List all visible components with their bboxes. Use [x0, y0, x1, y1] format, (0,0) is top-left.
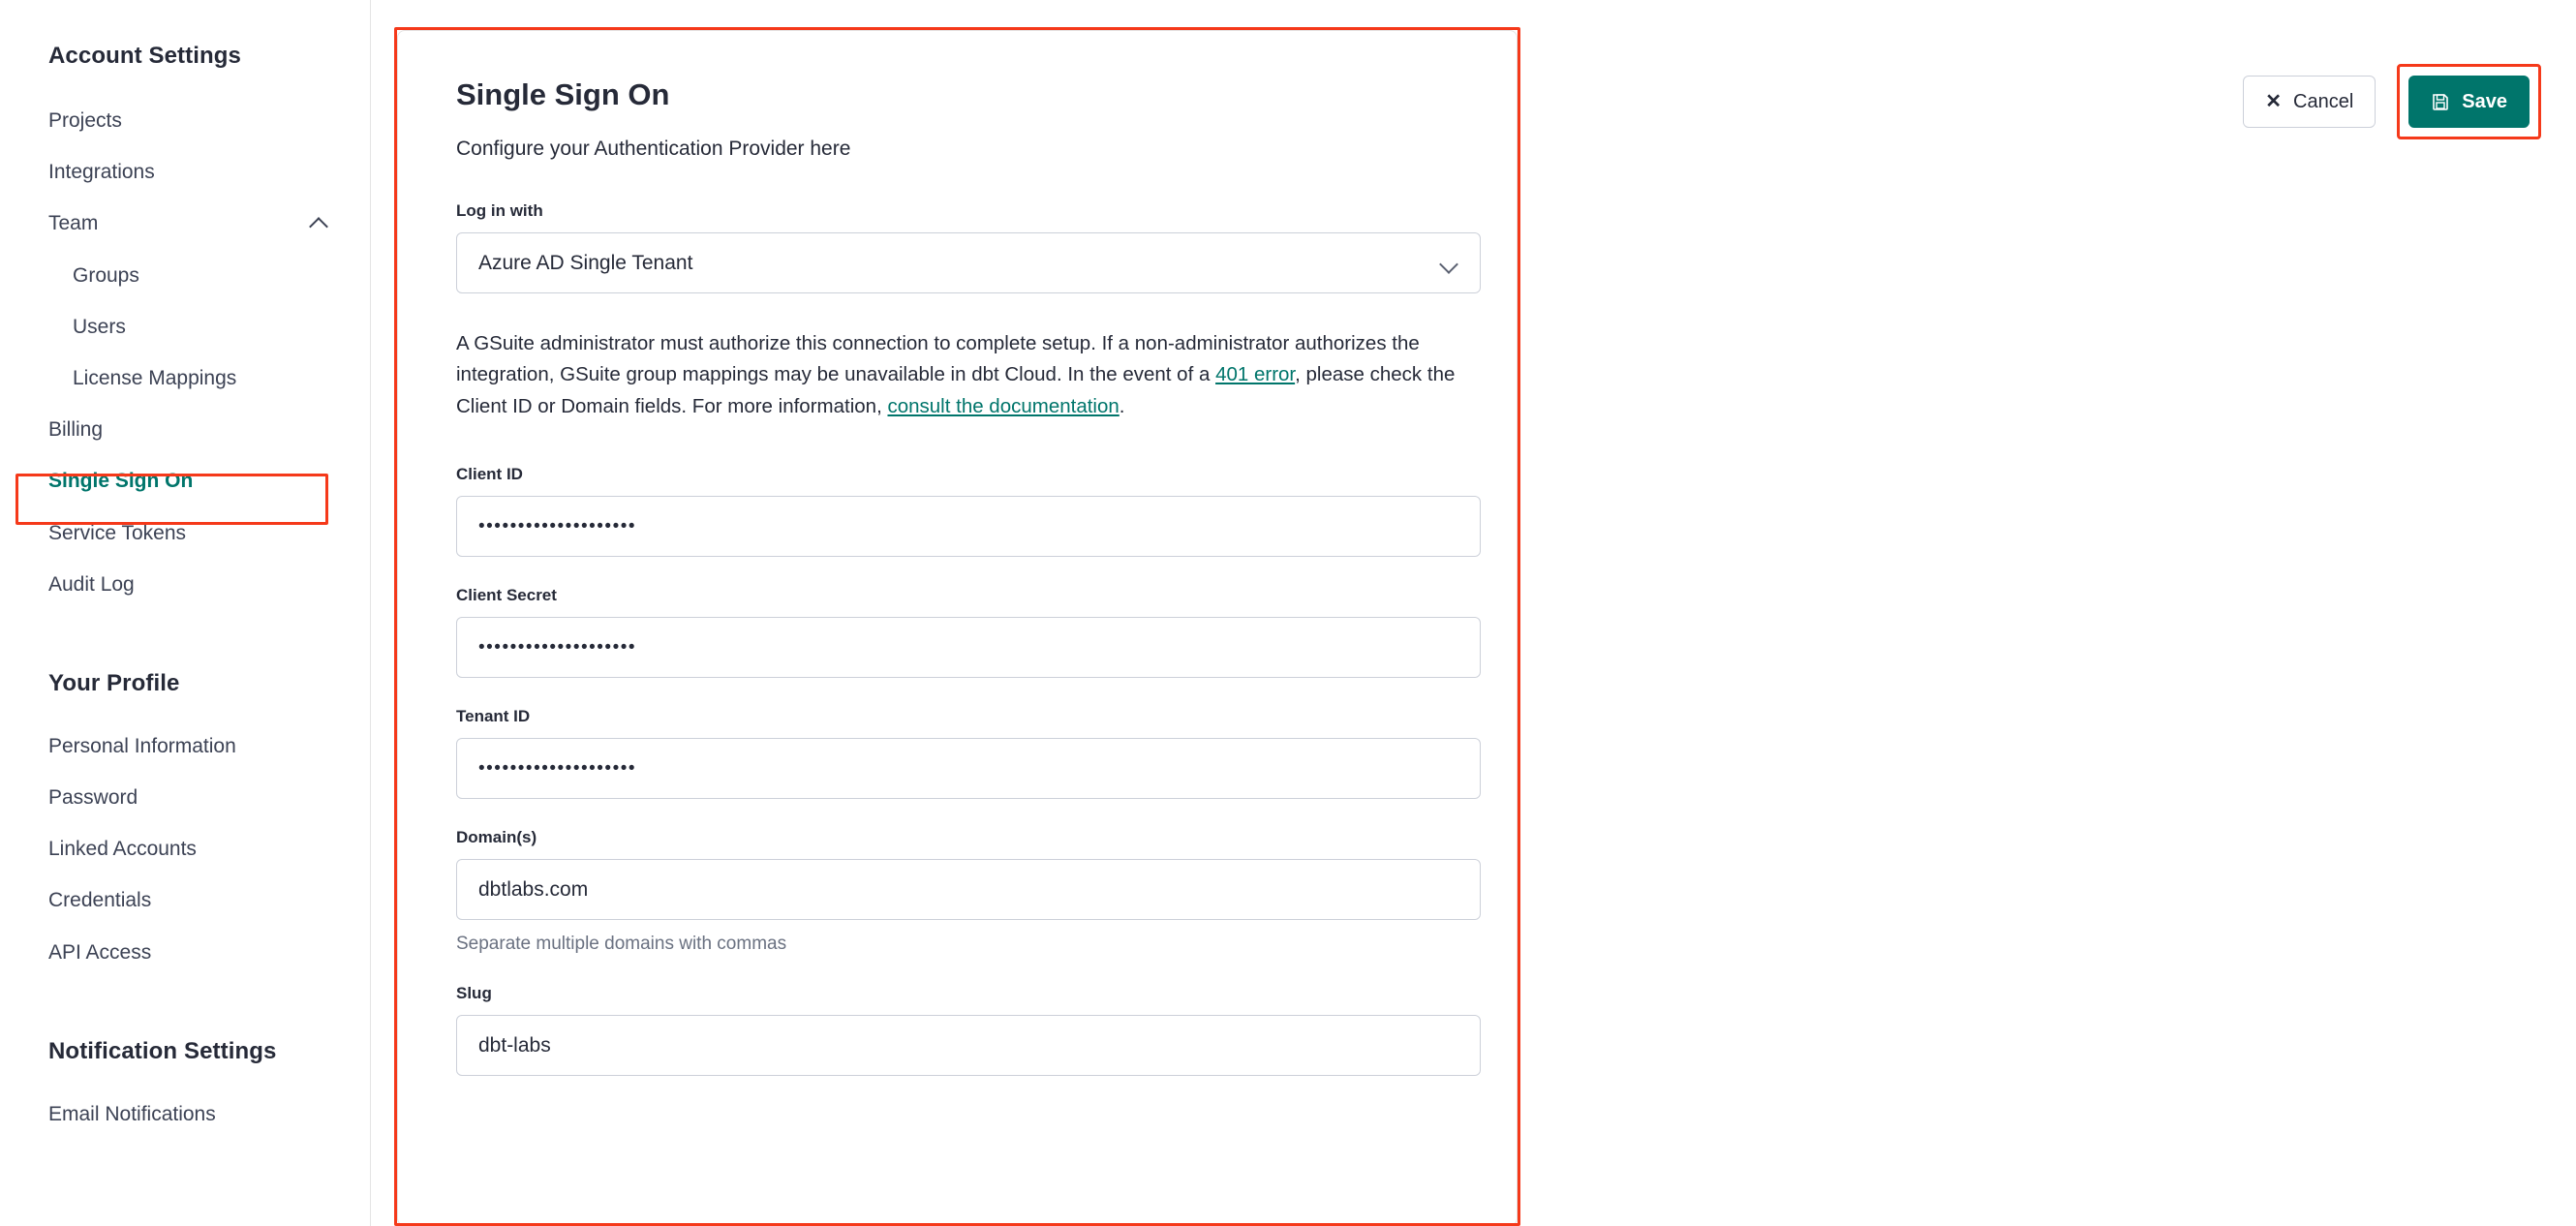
sidebar-item-projects[interactable]: Projects [48, 109, 122, 132]
sidebar-item-service-tokens[interactable]: Service Tokens [48, 521, 187, 544]
sidebar-item-team[interactable] [0, 198, 370, 249]
account-settings-heading: Account Settings [48, 43, 241, 69]
page-subtitle: Configure your Authentication Provider here [456, 138, 851, 160]
tenant-id-field [456, 707, 1458, 799]
domains-input[interactable]: dbtlabs.com [456, 859, 1481, 920]
save-button-label: Save [2462, 90, 2507, 112]
client-id-input[interactable]: •••••••••••••••••••• [456, 496, 1481, 557]
your-profile-heading: Your Profile [48, 669, 180, 696]
login-with-select-wrap [456, 232, 1481, 293]
info-text-part3: . [1119, 394, 1125, 417]
sidebar-item-billing[interactable]: Billing [48, 418, 104, 442]
sidebar-item-personal-information[interactable]: Personal Information [48, 734, 236, 757]
single-sign-on-card [397, 30, 1518, 1226]
login-with-field [456, 201, 1458, 293]
slug-label: Slug [456, 984, 492, 1003]
client-secret-input[interactable]: •••••••••••••••••••• [456, 617, 1481, 678]
sidebar-item-license-mappings[interactable]: License Mappings [73, 366, 237, 389]
save-button-highlight-box [2397, 64, 2541, 139]
sidebar-item-label-team: Team [48, 212, 99, 235]
client-secret-label: Client Secret [456, 586, 557, 605]
main-content [371, 0, 2576, 1226]
login-with-label: Log in with [456, 201, 543, 220]
cancel-button-label: Cancel [2293, 90, 2354, 112]
page-title: Single Sign On [456, 77, 670, 111]
client-secret-field [456, 586, 1458, 678]
sidebar-item-integrations[interactable]: Integrations [48, 161, 155, 184]
save-disk-icon [2431, 92, 2450, 111]
notification-settings-heading: Notification Settings [48, 1037, 277, 1064]
401-error-link[interactable]: 401 error [1215, 363, 1296, 386]
tenant-id-input[interactable]: •••••••••••••••••••• [456, 738, 1481, 799]
sidebar-item-password[interactable]: Password [48, 786, 138, 810]
domains-field [456, 828, 1458, 955]
cancel-button[interactable] [2243, 76, 2376, 128]
sidebar-item-linked-accounts[interactable]: Linked Accounts [48, 838, 197, 861]
sidebar-item-credentials[interactable]: Credentials [48, 889, 152, 912]
slug-field [456, 984, 1458, 1076]
documentation-link[interactable]: consult the documentation [887, 394, 1119, 417]
domains-label: Domain(s) [456, 828, 537, 847]
provider-info-text [456, 328, 1481, 422]
close-icon: ✕ [2265, 91, 2283, 112]
sidebar-item-single-sign-on[interactable]: Single Sign On [48, 470, 194, 493]
sidebar-item-audit-log[interactable]: Audit Log [48, 572, 135, 596]
sidebar-item-api-access[interactable]: API Access [48, 940, 152, 964]
client-id-label: Client ID [456, 465, 523, 484]
slug-input[interactable]: dbt-labs [456, 1015, 1481, 1076]
tenant-id-label: Tenant ID [456, 707, 531, 726]
client-id-field [456, 465, 1458, 557]
sidebar-item-users[interactable]: Users [73, 315, 126, 338]
save-button[interactable] [2408, 76, 2530, 128]
sidebar-item-groups[interactable]: Groups [73, 263, 139, 287]
info-text-part2: , please check the Client ID or Domain fields. For more information, [456, 363, 1456, 417]
login-with-select[interactable]: Azure AD Single Tenant [456, 232, 1481, 293]
sidebar [0, 0, 371, 1226]
domains-helper-text: Separate multiple domains with commas [456, 934, 787, 955]
chevron-up-icon [310, 214, 329, 233]
info-text-part1: A GSuite administrator must authorize this connection to complete setup. If a non-administrator authorizes the integration, GSuite group mappings may be unavailable in dbt Cloud. In the event of a [456, 332, 1420, 386]
sidebar-item-email-notifications[interactable]: Email Notifications [48, 1102, 216, 1125]
chevron-down-icon[interactable] [1442, 258, 1457, 273]
action-buttons [2243, 64, 2541, 139]
